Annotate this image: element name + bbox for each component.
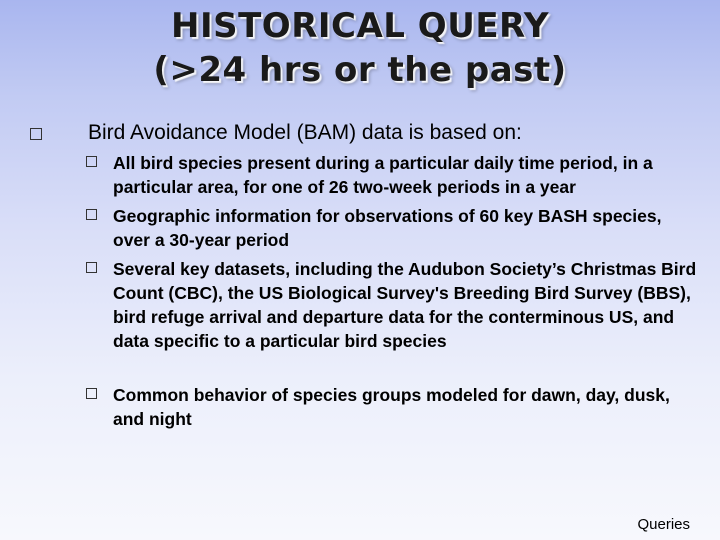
bullet-box-icon xyxy=(86,209,97,220)
sub-bullet xyxy=(113,151,698,199)
sub-bullet-text: Several key datasets, including the Audubon Society’s Christmas Bird Count (CBC), the US Biological Survey's Breeding Bird Survey (BBS), bird refuge arrival and departure data for the conterminous US, and data specific to a particular bird species xyxy=(113,259,697,351)
main-bullet-text: Bird Avoidance Model (BAM) data is based on: xyxy=(88,121,522,144)
bullet-box-icon xyxy=(86,388,97,399)
sub-bullet-text: All bird species present during a particular daily time period, in a particular area, for one of 26 two-week periods in a year xyxy=(113,153,653,197)
sub-bullet-text: Common behavior of species groups modeled for dawn, day, dusk, and night xyxy=(113,385,670,429)
slide-title-line-1: HISTORICAL QUERY xyxy=(171,6,549,46)
sub-bullet-text: Geographic information for observations of 60 key BASH species, over a 30-year period xyxy=(113,206,662,250)
sub-bullet xyxy=(113,383,698,431)
slide-title-line-2: (>24 hrs or the past) xyxy=(153,50,567,90)
bullet-box-icon xyxy=(86,262,97,273)
sub-bullet xyxy=(113,204,698,252)
bullet-box-icon xyxy=(30,128,42,140)
bullet-box-icon xyxy=(86,156,97,167)
footer-label: Queries xyxy=(637,516,690,533)
sub-bullet xyxy=(113,257,698,353)
